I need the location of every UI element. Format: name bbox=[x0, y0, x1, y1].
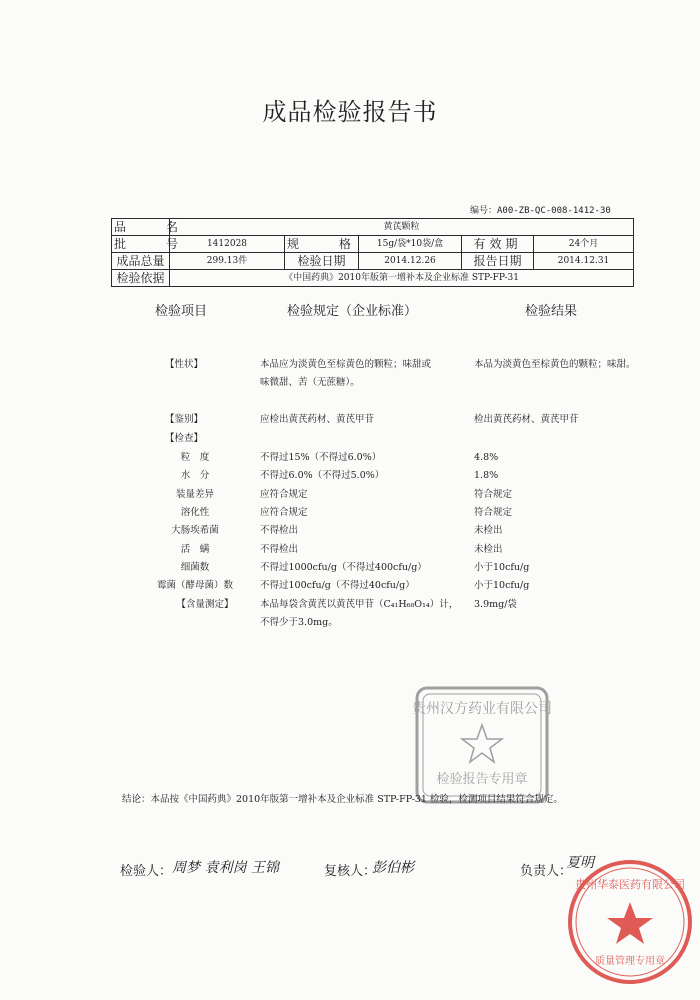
row-result: 小于10cfu/g bbox=[474, 562, 530, 573]
row-item: 【性状】 bbox=[165, 359, 204, 370]
column-result-heading: 检验结果 bbox=[525, 304, 578, 319]
row-item: 粒 度 bbox=[180, 452, 210, 463]
report-date-label: 报告日期 bbox=[462, 253, 534, 270]
inspector-label: 检验人： bbox=[120, 864, 173, 879]
validity-label: 有效期 bbox=[462, 236, 534, 253]
report-date-value: 2014.12.31 bbox=[534, 253, 634, 270]
row-standard: 不得检出 bbox=[260, 544, 299, 555]
row-item: 【含量测定】 bbox=[176, 599, 234, 610]
svg-text:贵州汉方药业有限公司: 贵州汉方药业有限公司 bbox=[412, 701, 552, 717]
validity-value: 24个月 bbox=[534, 236, 634, 253]
row-item: 溶化性 bbox=[180, 507, 210, 518]
row-result: 未检出 bbox=[474, 525, 503, 536]
column-item-heading: 检验项目 bbox=[155, 304, 208, 319]
row-standard: 本品每袋含黄芪以黄芪甲苷（C₄₁H₆₈O₁₄）计， bbox=[260, 599, 459, 610]
row-item: 大肠埃希菌 bbox=[171, 525, 219, 536]
column-standard-heading: 检验规定（企业标准） bbox=[287, 304, 418, 319]
batch-value: 1412028 bbox=[170, 236, 285, 253]
row-item: 活 螨 bbox=[180, 544, 210, 555]
row-standard: 不得过15%（不得过6.0%） bbox=[260, 452, 382, 463]
svg-text:贵州华泰医药有限公司: 贵州华泰医药有限公司 bbox=[575, 878, 685, 891]
row-standard: 本品应为淡黄色至棕黄色的颗粒；味甜或 bbox=[260, 359, 432, 370]
page-title: 成品检验报告书 bbox=[262, 98, 438, 126]
row-standard: 应检出黄芪药材、黄芪甲苷 bbox=[260, 414, 375, 425]
row-result: 未检出 bbox=[474, 544, 503, 555]
inspector-signature: 周梦 袁利岗 王锦 bbox=[172, 860, 279, 876]
row-standard: 应符合规定 bbox=[260, 507, 308, 518]
conclusion-text: 结论：本品按《中国药典》2010年版第一增补本及企业标准 STP-FP-31 检验，检测项目结果符合规定。 bbox=[122, 794, 563, 805]
row-item: 【检查】 bbox=[165, 433, 204, 444]
row-item: 水 分 bbox=[180, 470, 210, 481]
row-result: 检出黄芪药材、黄芪甲苷 bbox=[474, 414, 579, 425]
product-name-label: 品 名 bbox=[112, 219, 170, 236]
row-standard: 不得检出 bbox=[260, 525, 299, 536]
product-name-value: 黄芪颗粒 bbox=[170, 219, 634, 236]
row-standard-cont: 不得少于3.0mg。 bbox=[260, 617, 338, 628]
row-item: 霉菌（酵母菌）数 bbox=[156, 580, 233, 591]
row-standard: 不得过6.0%（不得过5.0%） bbox=[260, 470, 385, 481]
basis-label: 检验依据 bbox=[112, 270, 170, 287]
row-standard: 应符合规定 bbox=[260, 489, 308, 500]
quality-management-seal bbox=[566, 858, 694, 986]
document-number: 编号：A00-ZB-QC-008-1412-30 bbox=[470, 206, 611, 216]
row-item: 装量差异 bbox=[175, 489, 214, 500]
header-table bbox=[111, 218, 634, 287]
row-standard-cont: 味微甜、苦（无蔗糖）。 bbox=[260, 377, 360, 388]
row-result: 符合规定 bbox=[474, 489, 513, 500]
row-standard: 不得过100cfu/g（不得过40cfu/g） bbox=[260, 580, 415, 591]
row-result: 本品为淡黄色至棕黄色的颗粒；味甜。 bbox=[474, 359, 636, 370]
spec-label: 规 格 bbox=[285, 236, 359, 253]
total-label: 成品总量 bbox=[112, 253, 170, 270]
row-result: 符合规定 bbox=[474, 507, 513, 518]
batch-label: 批 号 bbox=[112, 236, 170, 253]
row-item: 细菌数 bbox=[180, 562, 210, 573]
inspect-date-label: 检验日期 bbox=[285, 253, 359, 270]
inspect-date-value: 2014.12.26 bbox=[359, 253, 462, 270]
basis-value: 《中国药典》2010年版第一增补本及企业标准 STP-FP-31 bbox=[170, 270, 634, 287]
row-result: 小于10cfu/g bbox=[474, 580, 530, 591]
row-standard: 不得过1000cfu/g（不得过400cfu/g） bbox=[260, 562, 427, 573]
inspection-report-stamp bbox=[414, 685, 550, 805]
reviewer-signature: 彭伯彬 bbox=[372, 860, 414, 876]
svg-text:质量管理专用章: 质量管理专用章 bbox=[595, 956, 665, 967]
row-result: 4.8% bbox=[474, 452, 499, 463]
responsible-label: 负责人： bbox=[520, 864, 573, 879]
row-item: 【鉴别】 bbox=[165, 414, 204, 425]
total-value: 299.13件 bbox=[170, 253, 285, 270]
reviewer-label: 复核人： bbox=[324, 864, 377, 879]
svg-text:检验报告专用章: 检验报告专用章 bbox=[436, 772, 528, 787]
row-result: 3.9mg/袋 bbox=[474, 599, 517, 610]
spec-value: 15g/袋*10袋/盒 bbox=[359, 236, 462, 253]
responsible-signature: 夏明 bbox=[566, 855, 594, 871]
row-result: 1.8% bbox=[474, 470, 499, 481]
